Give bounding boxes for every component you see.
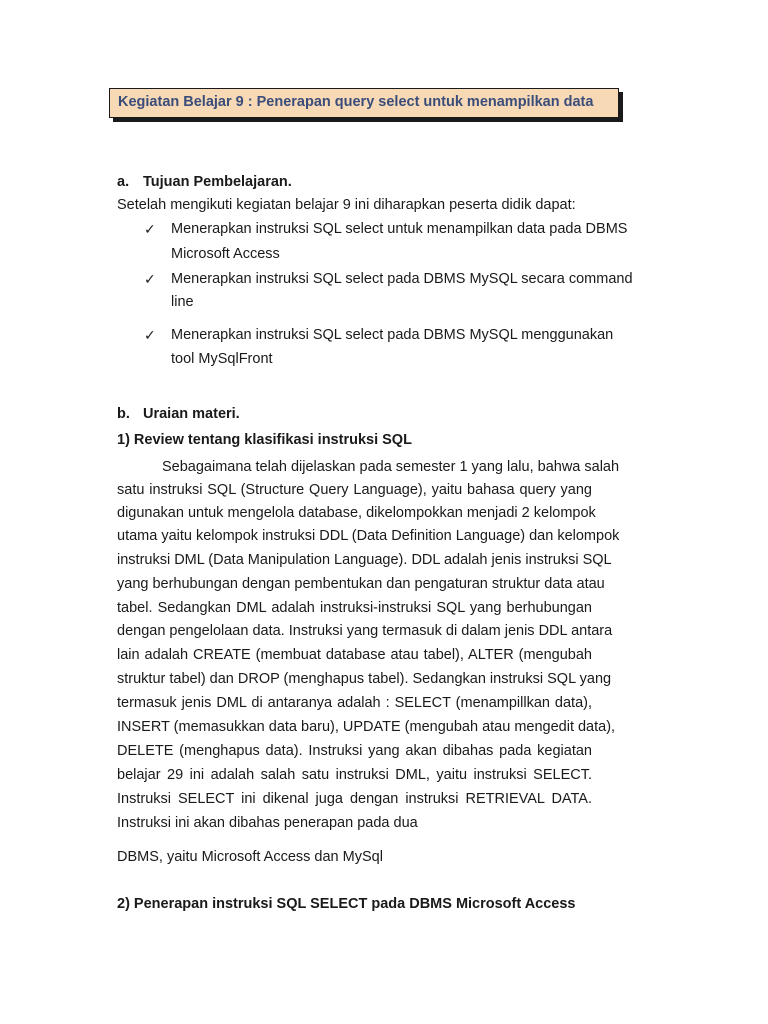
paragraph-line: belajar 29 ini adalah salah satu instruksi DML, yaitu instruksi SELECT. [117,767,592,783]
check-icon: ✓ [144,327,156,343]
subheading-1: 1) Review tentang klasifikasi instruksi SQL [117,432,412,448]
paragraph-line: Sebagaimana telah dijelaskan pada semester 1 yang lalu, bahwa salah [162,459,620,475]
objective-1-line-1: Menerapkan instruksi SQL select untuk menampilkan data pada DBMS [171,221,628,237]
paragraph-line: tabel. Sedangkan DML adalah instruksi-instruksi SQL yang berhubungan [117,600,592,616]
page-title: Kegiatan Belajar 9 : Penerapan query select untuk menampilkan data [118,94,594,110]
paragraph-line: lain adalah CREATE (membuat database atau tabel), ALTER (mengubah [117,647,592,663]
section-b-heading: Uraian materi. [143,406,240,422]
subheading-2: 2) Penerapan instruksi SQL SELECT pada DBMS Microsoft Access [117,896,576,912]
paragraph-line: INSERT (memasukkan data baru), UPDATE (mengubah atau mengedit data), [117,719,616,735]
objective-2-line-2: line [171,294,194,310]
paragraph-line: Instruksi ini akan dibahas penerapan pada dua [117,815,418,831]
title-box [109,88,619,118]
paragraph-line: termasuk jenis DML di antaranya adalah : SELECT (menampillkan data), [117,695,592,711]
objective-3-line-1: Menerapkan instruksi SQL select pada DBMS MySQL menggunakan [171,327,614,343]
check-icon: ✓ [144,221,156,237]
paragraph-line: dengan pengelolaan data. Instruksi yang termasuk di dalam jenis DDL antara [117,623,613,639]
section-a-heading: Tujuan Pembelajaran. [143,174,292,190]
objective-1-line-2: Microsoft Access [171,246,280,262]
paragraph-tail: DBMS, yaitu Microsoft Access dan MySql [117,849,383,865]
paragraph-line: instruksi DML (Data Manipulation Language). DDL adalah jenis instruksi SQL [117,552,612,568]
objective-2-line-1: Menerapkan instruksi SQL select pada DBMS MySQL secara command [171,271,633,287]
section-b-marker: b. [117,406,130,422]
paragraph-line: struktur tabel) dan DROP (menghapus tabel). Sedangkan instruksi SQL yang [117,671,612,687]
section-a-intro: Setelah mengikuti kegiatan belajar 9 ini diharapkan peserta didik dapat: [117,197,576,213]
section-a-marker: a. [117,174,130,190]
paragraph-line: digunakan untuk mengelola database, dikelompokkan menjadi 2 kelompok [117,505,596,521]
check-icon: ✓ [144,271,156,287]
paragraph-line: satu instruksi SQL (Structure Query Language), yaitu bahasa query yang [117,482,592,498]
paragraph-line: DELETE (menghapus data). Instruksi yang akan dibahas pada kegiatan [117,743,592,759]
paragraph-line: utama yaitu kelompok instruksi DDL (Data Definition Language) dan kelompok [117,528,620,544]
objective-3-line-2: tool MySqlFront [171,351,273,367]
paragraph-line: yang berhubungan dengan pembentukan dan pengaturan struktur data atau [117,576,605,592]
paragraph-line: Instruksi SELECT ini dikenal juga dengan instruksi RETRIEVAL DATA. [117,791,592,807]
